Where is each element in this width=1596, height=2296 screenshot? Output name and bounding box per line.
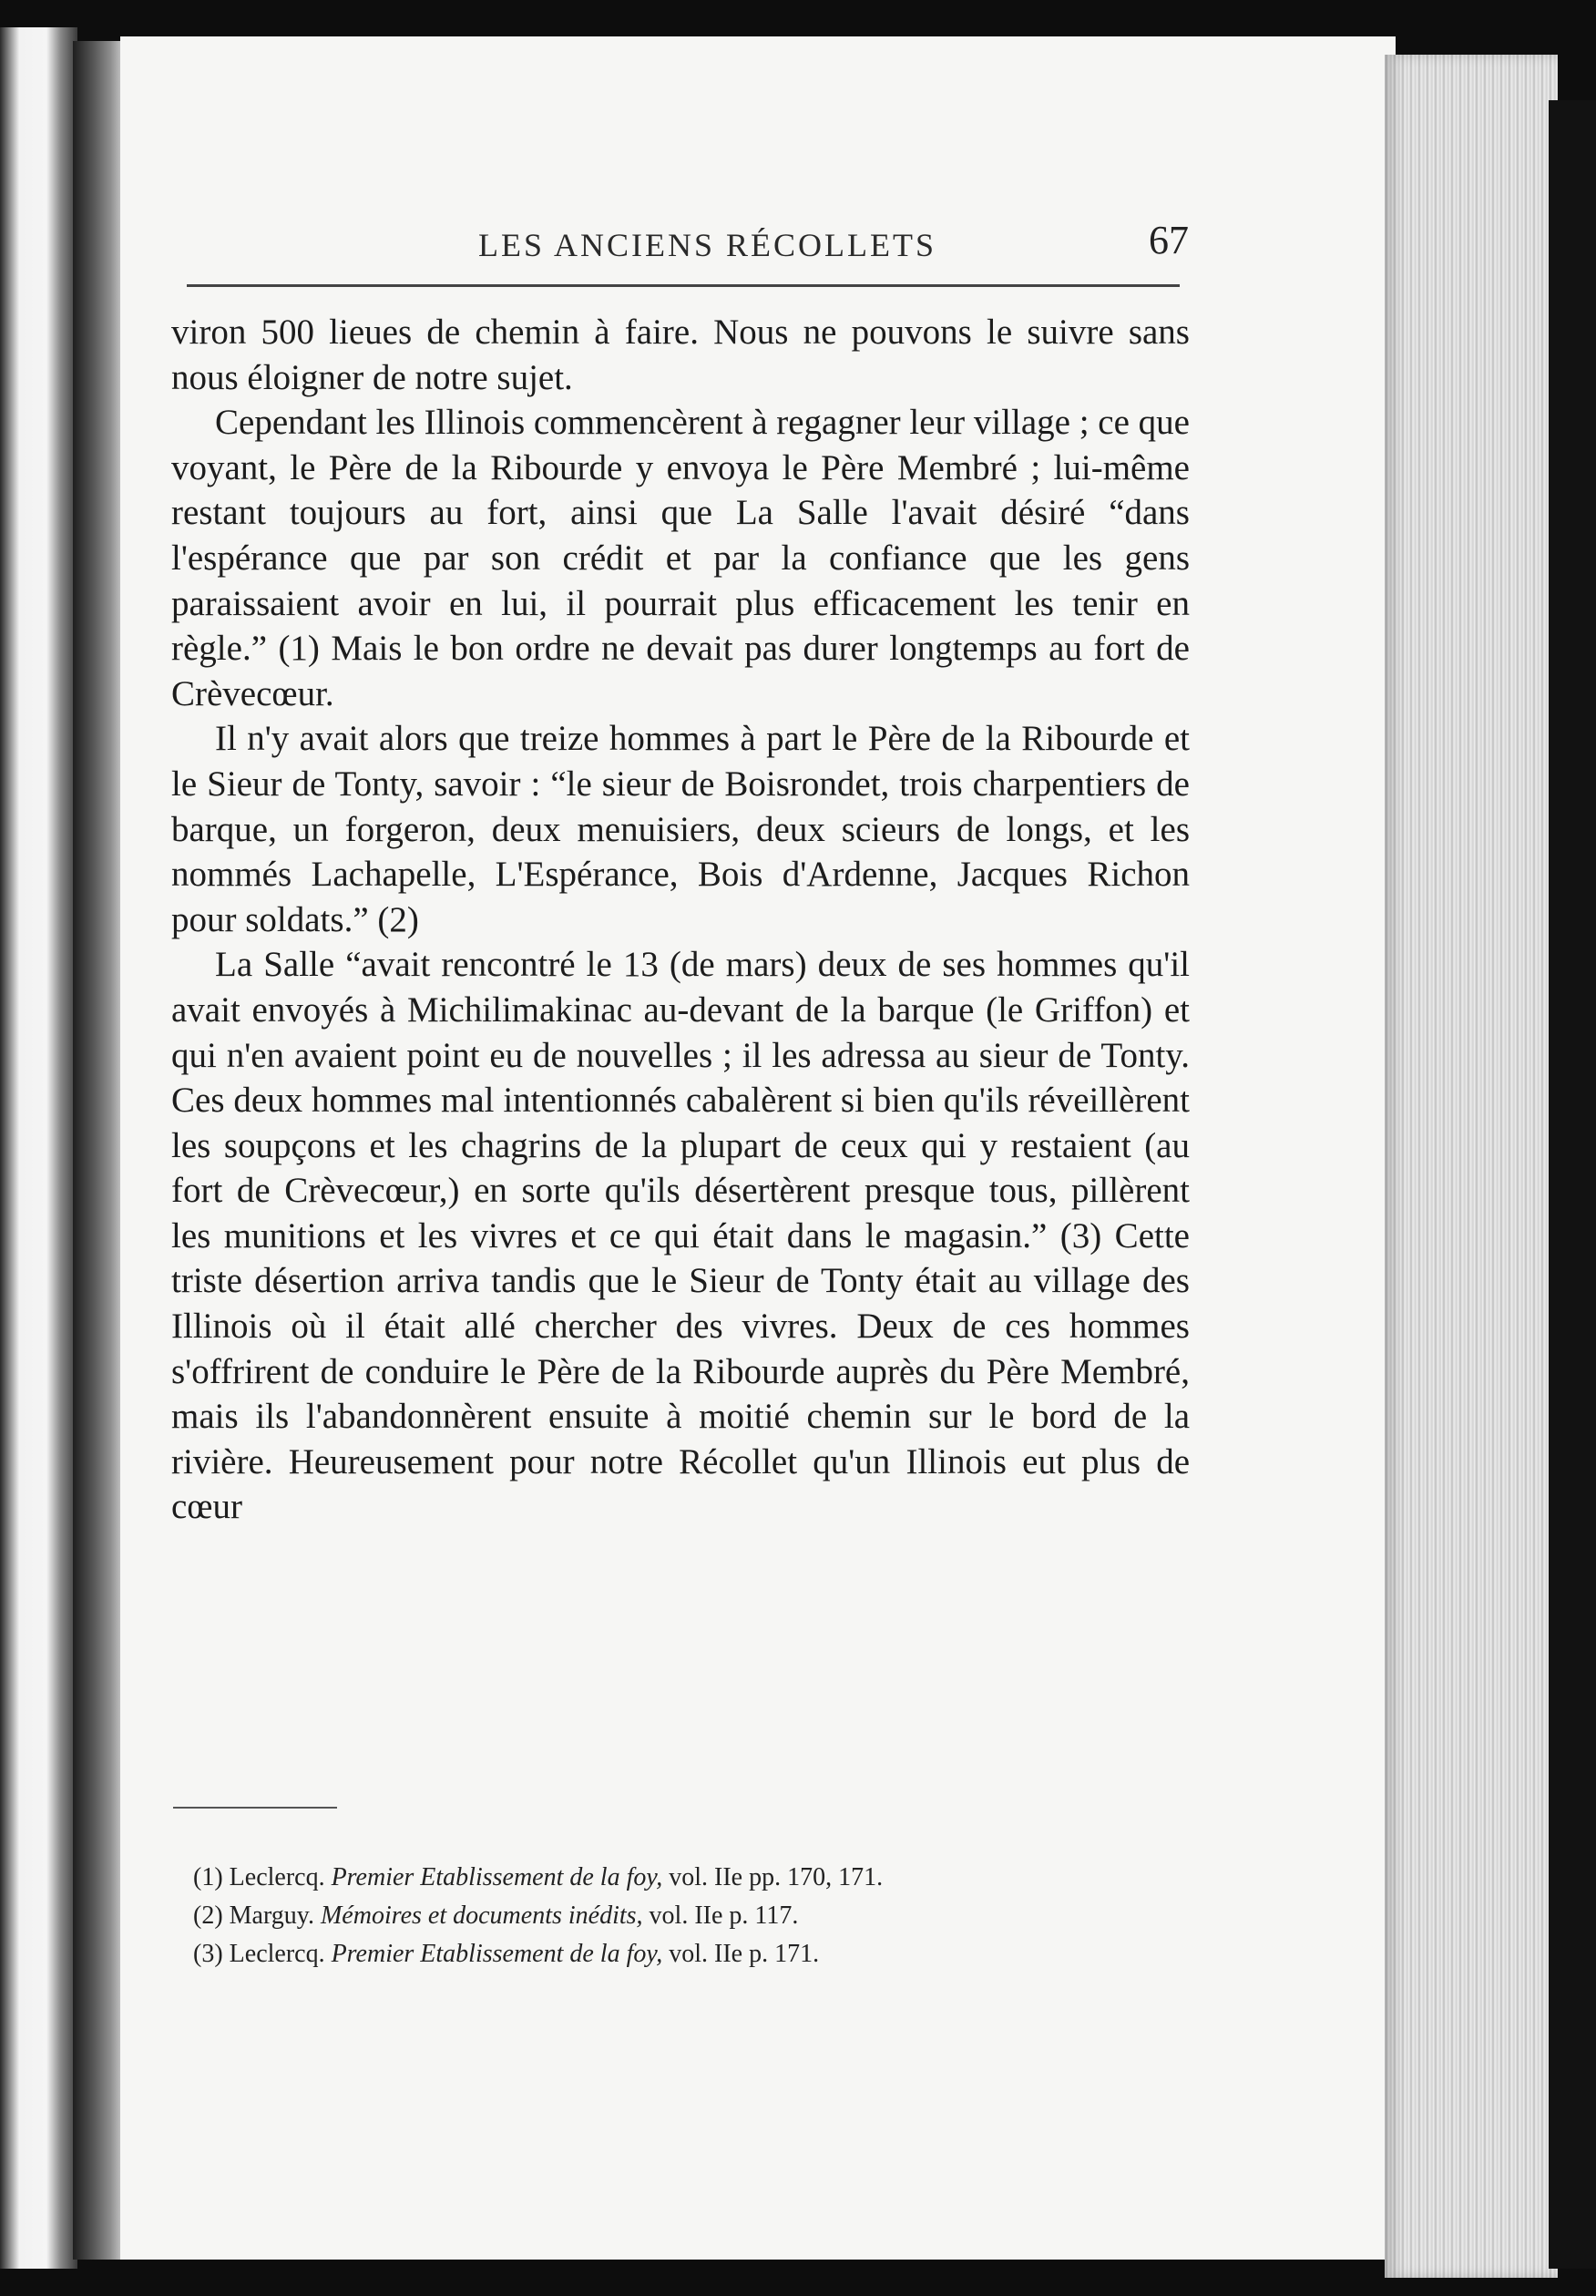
book-gutter-shadow [73, 41, 123, 2260]
page-stack-edges [1385, 55, 1558, 2278]
footnote [193, 1859, 1195, 1897]
footnotes [193, 1859, 1195, 1973]
footnote-title: Mémoires et documents inédits, [320, 1901, 643, 1930]
paragraph: Cependant les Illinois commencèrent à regagner leur village ; ce que voyant, le Père de la Ribourde y envoya le Père Membré ; lui-même restant toujours au fort, ainsi que La Salle l'avait désiré “dans l'espérance que par son crédit et par la confiance que les gens paraissaient avoir en lui, il pourrait plus efficacement les tenir en règle.” (1) Mais le bon ordre ne devait pas durer longtemps au fort de Crèvecœur. [171, 403, 1190, 713]
footnote-number: (2) [193, 1901, 223, 1930]
running-title: LES ANCIENS RÉCOLLETS [478, 227, 937, 263]
footnote [193, 1897, 1195, 1935]
footnote-author: Marguy. [229, 1901, 314, 1930]
page-header [187, 217, 1189, 272]
book-cover-edge [1549, 100, 1596, 2269]
footnote-author: Leclercq. [229, 1863, 325, 1891]
footnote-rule [173, 1807, 337, 1809]
footnote-number: (1) [193, 1863, 223, 1891]
page-number: 67 [1149, 218, 1189, 262]
body-text [171, 310, 1190, 1530]
footnote-number: (3) [193, 1940, 223, 1968]
footnote-title: Premier Etablissement de la foy, [331, 1940, 663, 1968]
previous-page-edge [0, 27, 77, 2269]
footnote-author: Leclercq. [229, 1940, 325, 1968]
footnote-title: Premier Etablissement de la foy, [331, 1863, 663, 1891]
footnote [193, 1935, 1195, 1973]
paragraph: La Salle “avait rencontré le 13 (de mars) deux de ses hommes qu'il avait envoyés à Michilimakinac au-devant de la barque (le Griffon) et qui n'en avaient point eu de nouvelles ; il les adressa au sieur de Tonty. Ces deux hommes mal intentionnés cabalèrent si bien qu'ils réveillèrent les soupçons et les chagrins de la plupart de ceux qui y restaient (au fort de Crèvecœur,) en sorte qu'ils désertèrent presque tous, pillèrent les munitions et les vivres et ce qui était dans le magasin.” (3) Cette triste désertion arriva tandis que le Sieur de Tonty était au village des Illinois où il était allé chercher des vivres. Deux de ces hommes s'offrirent de conduire le Père de la Ribourde auprès du Père Membré, mais ils l'abandonnèrent ensuite à moitié chemin sur le bord de la rivière. Heureusement pour notre Récollet qu'un Illinois eut plus de cœur [171, 945, 1190, 1527]
footnote-reference: vol. IIe p. 171. [669, 1940, 820, 1968]
paragraph-continuation: viron 500 lieues de chemin à faire. Nous ne pouvons le suivre sans nous éloigner de notre sujet. [171, 313, 1190, 397]
paragraph: Il n'y avait alors que treize hommes à part le Père de la Ribourde et le Sieur de Tonty, savoir : “le sieur de Boisrondet, trois charpentiers de barque, un forgeron, deux menuisiers, deux scieurs de longs, et les nommés Lachapelle, L'Espérance, Bois d'Ardenne, Jacques Richon pour soldats.” (2) [171, 719, 1190, 939]
footnote-reference: vol. IIe pp. 170, 171. [669, 1863, 884, 1891]
footnote-reference: vol. IIe p. 117. [649, 1901, 799, 1930]
header-rule [187, 284, 1180, 287]
